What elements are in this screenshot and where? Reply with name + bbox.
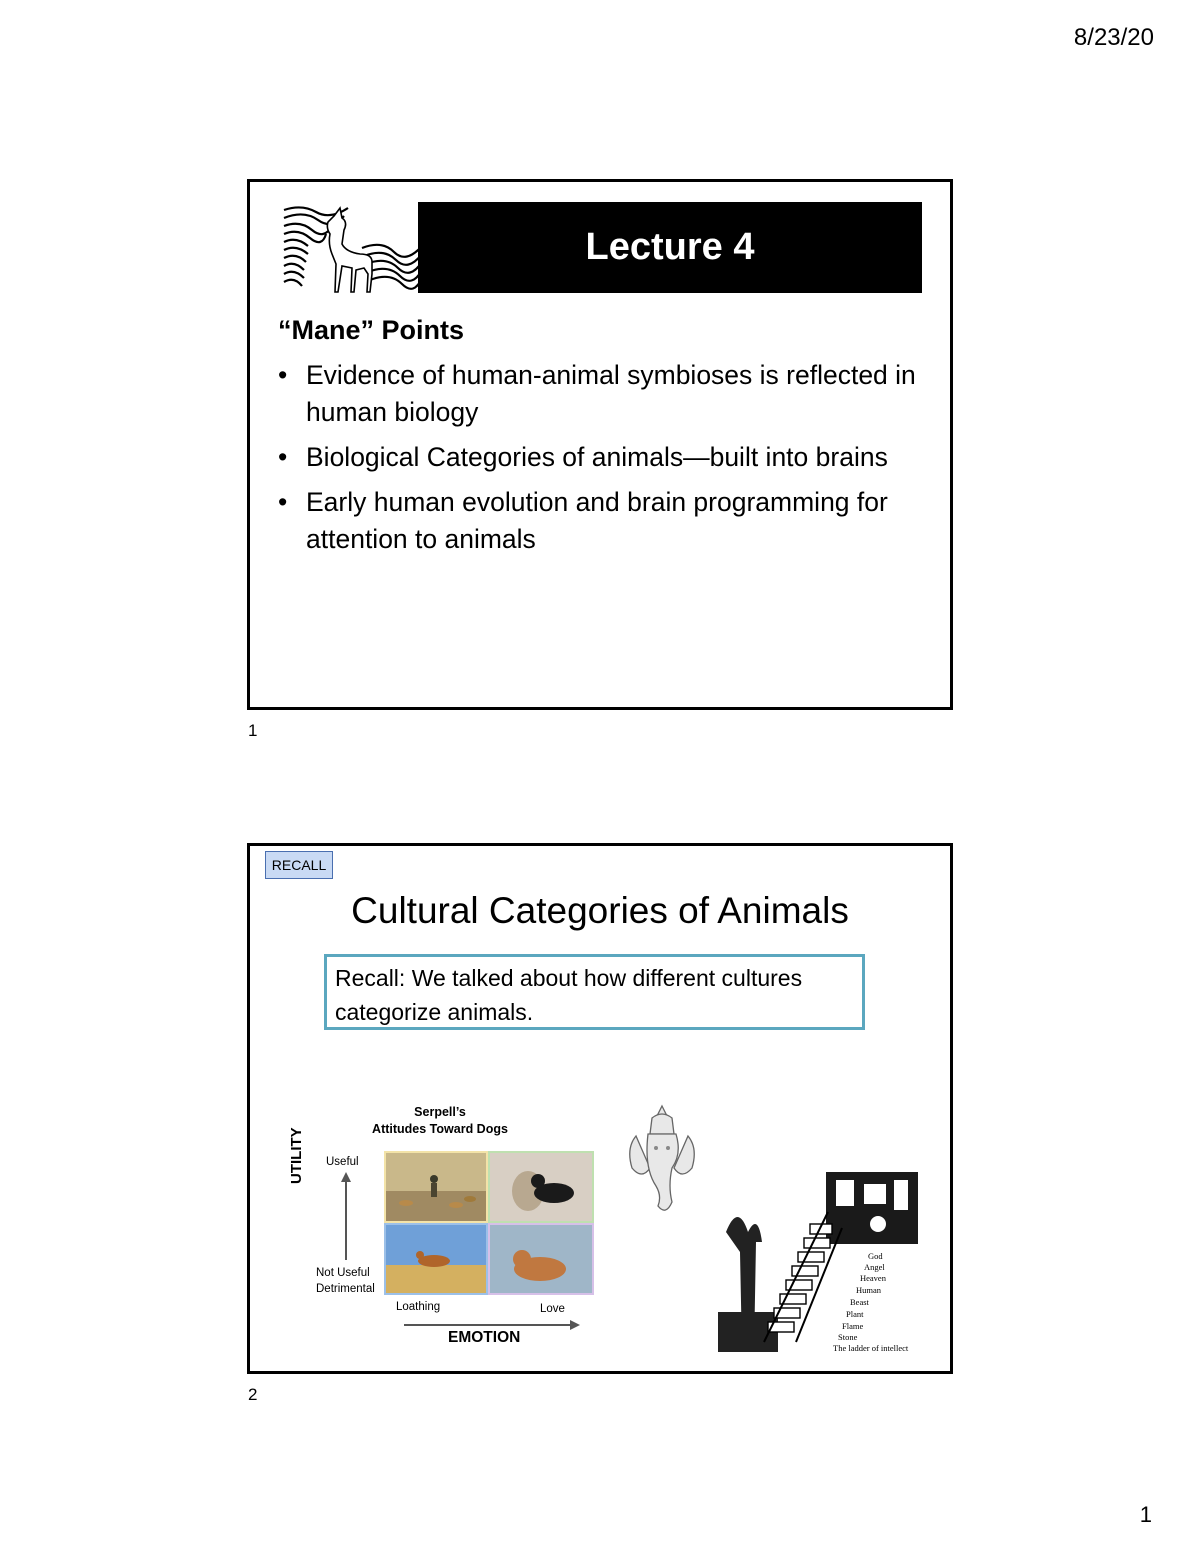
quadrant-useful-love — [488, 1151, 594, 1223]
slide-1-number: 1 — [248, 721, 258, 740]
ladder-step-beast: Beast — [850, 1297, 869, 1307]
mane-points-heading: “Mane” Points — [278, 315, 465, 345]
utility-arrow-icon — [340, 1172, 352, 1262]
horse-mane-logo-icon — [282, 202, 422, 296]
serpell-title-line-1: Serpell’s — [414, 1105, 466, 1119]
ladder-caption: The ladder of intellect — [833, 1343, 909, 1353]
slide-2 — [247, 843, 953, 1374]
list-item: • Biological Categories of animals—built into brains — [276, 439, 948, 476]
ladder-step-stone: Stone — [838, 1332, 858, 1342]
ladder-step-angel: Angel — [864, 1262, 885, 1272]
slide-2-number: 2 — [248, 1385, 258, 1404]
not-useful-label: Not Useful — [316, 1267, 370, 1279]
list-item: • Evidence of human-animal symbioses is reflected in human biology — [276, 357, 948, 431]
slide-2-title: Cultural Categories of Animals — [351, 890, 849, 931]
utility-axis-label: UTILITY — [288, 1127, 305, 1184]
useful-label: Useful — [326, 1156, 359, 1168]
quadrant-useful-loathing — [384, 1151, 488, 1223]
list-item: • Early human evolution and brain programming for attention to animals — [276, 484, 948, 558]
page-number: 1 — [1139, 1502, 1152, 1527]
ladder-step-flame: Flame — [842, 1321, 864, 1331]
ganesha-sculpture-icon — [616, 1102, 708, 1222]
ladder-step-human: Human — [856, 1285, 882, 1295]
serpell-title-line-2: Attitudes Toward Dogs — [372, 1122, 508, 1136]
quadrant-detrimental-loathing — [384, 1223, 488, 1295]
detrimental-label: Detrimental — [316, 1283, 375, 1295]
recall-note: Recall: We talked about how different cultures categorize animals. — [324, 954, 865, 1030]
lecture-title: Lecture 4 — [418, 202, 922, 293]
ladder-of-intellect-engraving — [718, 1172, 918, 1352]
mane-points-list — [276, 357, 948, 566]
ladder-step-plant: Plant — [846, 1309, 864, 1319]
page-date: 8/23/20 — [1073, 24, 1154, 51]
emotion-axis-label: EMOTION — [448, 1329, 521, 1346]
ladder-step-god: God — [868, 1251, 883, 1261]
recall-badge: RECALL — [265, 851, 333, 879]
serpell-figure-title — [370, 1104, 510, 1138]
quadrant-detrimental-love — [488, 1223, 594, 1295]
slide-1 — [247, 179, 953, 710]
love-label: Love — [540, 1303, 565, 1315]
ladder-step-heaven: Heaven — [860, 1273, 886, 1283]
loathing-label: Loathing — [396, 1301, 441, 1313]
